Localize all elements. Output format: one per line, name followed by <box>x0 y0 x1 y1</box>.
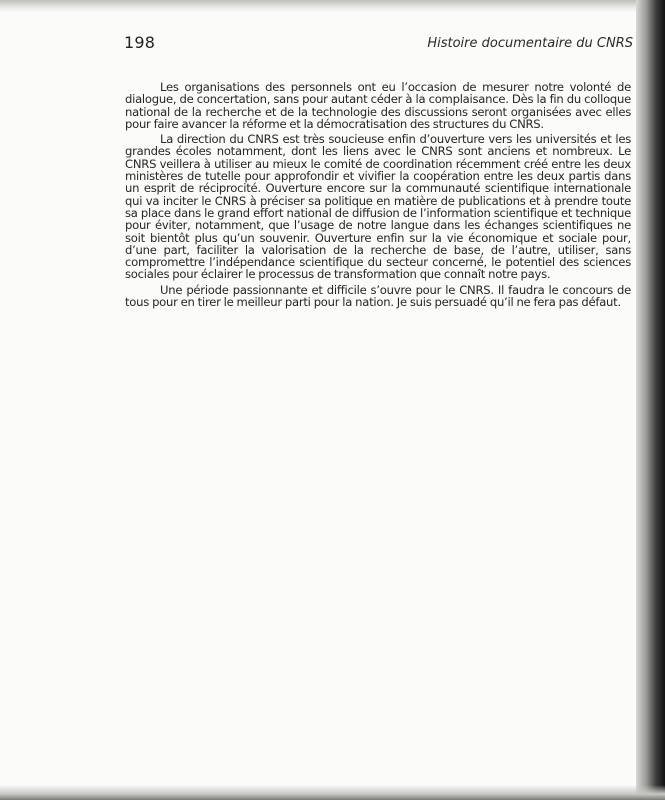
paragraph-organisations: Les organisations des personnels ont eu l’occasion de mesurer notre volonté de dialogue, de concertation, sans pour autant céder à la complaisance. Dès la fin du colloque national de la recherche et de la technologie des discussions seront organisées avec elles pour faire avancer la réforme et la démocratisation des structures du CNRS. <box>125 80 631 131</box>
scan-bottom-shadow <box>0 785 665 800</box>
paragraph-direction: La direction du CNRS est très soucieuse enfin d’ouverture vers les universités et les grandes écoles notamment, dont les liens avec le CNRS sont anciens et nombreux. Le CNRS veillera à utiliser au mieux le comité de coordination récemment créé entre les deux ministères de tutelle pour approfondir et vivifier la coopération entre les deux partis dans un esprit de réciprocité. Ouverture encore sur la communauté scientifique internationale qui va inciter le CNRS à préciser sa politique en matière de publications et à prendre toute sa place dans le grand effort national de diffusion de l’information scientifique et technique pour éviter, notamment, que l’usage de notre langue dans les échanges scientifiques ne soit bientôt plus qu’un souvenir. Ouverture enfin sur la vie économique et sociale pour, d’une part, faciliter la valorisation de la recherche de base, de l’autre, utiliser, sans compromettre l’indépendance scientifique du secteur concerné, le potentiel des sciences sociales pour éclairer le processus de transformation que connaît notre pays. <box>125 132 631 282</box>
page-number: 198 <box>124 33 156 52</box>
scan-right-shadow <box>636 0 665 800</box>
body-text <box>125 81 631 308</box>
running-title: Histoire documentaire du CNRS <box>427 36 633 51</box>
scan-top-shadow <box>0 0 665 12</box>
paragraph-conclusion: Une période passionnante et difficile s’ouvre pour le CNRS. Il faudra le concours de tous pour en tirer le meilleur parti pour la nation. Je suis persuadé qu’il ne fera pas défaut. <box>125 282 631 310</box>
